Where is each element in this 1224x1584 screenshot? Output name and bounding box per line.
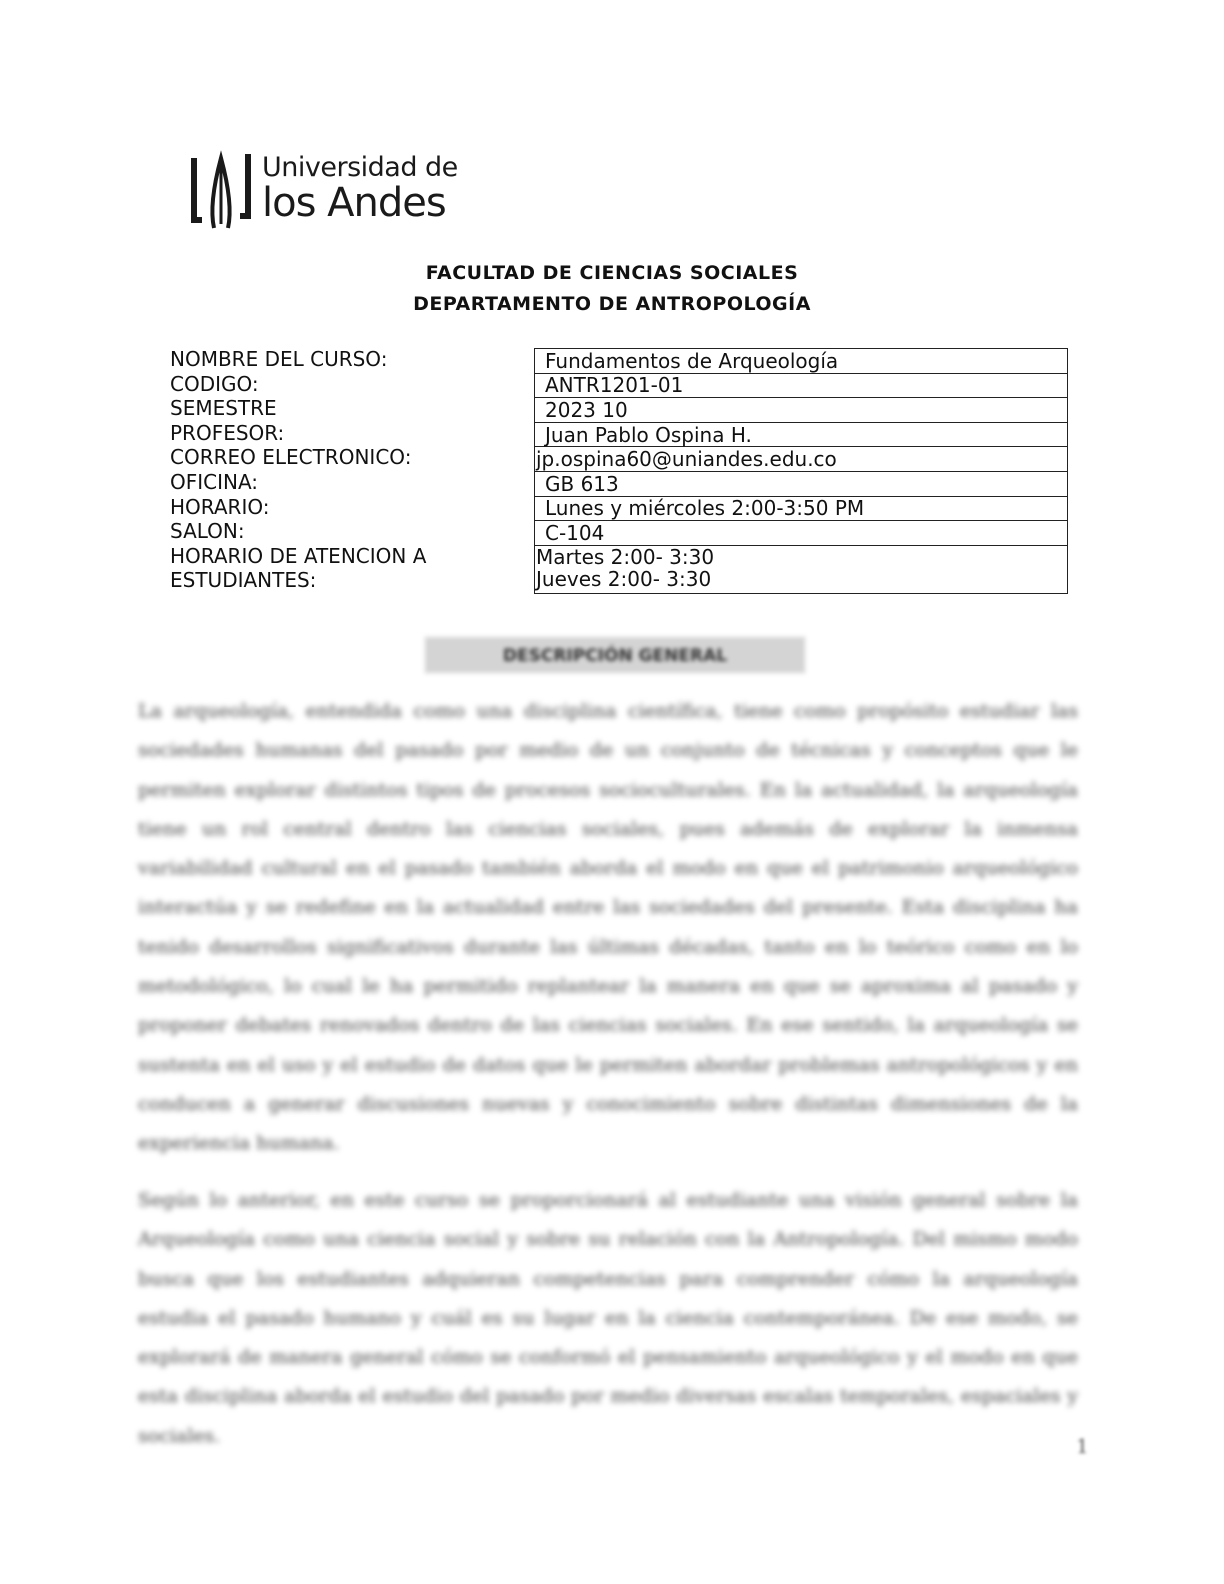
label-code: CODIGO: <box>170 371 259 396</box>
course-info-labels <box>170 347 426 593</box>
university-emblem-icon <box>188 150 254 232</box>
label-semester: SEMESTRE <box>170 396 277 421</box>
section-title-box: DESCRIPCIÓN GENERAL <box>424 636 806 674</box>
table-row <box>535 422 1068 447</box>
course-name-value: Fundamentos de Arqueología <box>535 349 1068 374</box>
office-value: GB 613 <box>535 471 1068 496</box>
table-row <box>535 471 1068 496</box>
logo-line-2: los Andes <box>262 180 446 226</box>
page-number: 1 <box>1076 1434 1089 1458</box>
body-paragraph-2: Según lo anterior, en este curso se proporcionará al estudiante una visión general sobre la Arqueología como una ciencia social y sobre su relación con la Antropología. Del mismo modo busca que los estudiantes adquieran competencias para comprender cómo la arqueología estudia el pasado humano y cuál es su lugar en la ciencia contemporánea. De ese modo, se explorará de manera general cómo se conformó el pensamiento arqueológico y el modo en que esta disciplina aborda el estudio del pasado por medio diversas escalas temporales, espaciales y sociales. <box>138 1189 1078 1447</box>
code-value: ANTR1201-01 <box>535 373 1068 398</box>
semester-value: 2023 10 <box>535 398 1068 423</box>
department-heading: DEPARTAMENTO DE ANTROPOLOGÍA <box>413 293 811 315</box>
label-office-hours-1: HORARIO DE ATENCION A <box>170 543 427 568</box>
label-course-name: NOMBRE DEL CURSO: <box>170 347 388 371</box>
email-value[interactable]: jp.ospina60@uniandes.edu.co <box>535 447 1068 472</box>
label-room: SALON: <box>170 519 245 544</box>
office-hours-line-1: Martes 2:00- 3:30 <box>536 544 715 569</box>
label-office: OFICINA: <box>170 469 259 494</box>
university-logo <box>188 150 458 232</box>
office-hours-value <box>535 545 1068 593</box>
schedule-value: Lunes y miércoles 2:00-3:50 PM <box>535 496 1068 521</box>
table-row <box>535 521 1068 546</box>
room-value: C-104 <box>535 521 1068 546</box>
table-row <box>535 373 1068 398</box>
professor-value: Juan Pablo Ospina H. <box>535 422 1068 447</box>
label-email: CORREO ELECTRONICO: <box>170 445 412 470</box>
label-professor: PROFESOR: <box>170 420 285 445</box>
table-row <box>535 496 1068 521</box>
label-schedule: HORARIO: <box>170 494 270 519</box>
table-row <box>535 398 1068 423</box>
table-row <box>535 447 1068 472</box>
office-hours-line-2: Jueves 2:00- 3:30 <box>536 566 712 591</box>
table-row <box>535 545 1068 593</box>
faculty-heading: FACULTAD DE CIENCIAS SOCIALES <box>425 262 799 284</box>
table-row <box>535 349 1068 374</box>
label-office-hours-2: ESTUDIANTES: <box>170 568 317 593</box>
body-paragraph-1: La arqueología, entendida como una disciplina científica, tiene como propósito estudiar las sociedades humanas del pasado por medio de un conjunto de técnicas y conceptos que le permiten explorar distintos tipos de procesos socioculturales. En la actualidad, la arqueología tiene un rol central dentro las ciencias sociales, pues además de explorar la inmensa variabilidad cultural en el pasado también aborda el modo en que el patrimonio arqueológico interactúa y se redefine en la actualidad entre las sociedades del presente. Esta disciplina ha tenido desarrollos significativos durante las últimas décadas, tanto en lo teórico como en lo metodológico, lo cual le ha permitido replantear la manera en que se aproxima al pasado y proponer debates renovados dentro de las ciencias sociales. En ese sentido, la arqueología se sustenta en el uso y el estudio de datos que le permiten abordar problemas antropológicos y en conducen a generar discusiones nuevas y conocimiento sobre distintas dimensiones de la experiencia humana. <box>138 700 1078 1155</box>
course-info-table <box>534 348 1068 594</box>
logo-line-1: Universidad de <box>262 152 458 183</box>
